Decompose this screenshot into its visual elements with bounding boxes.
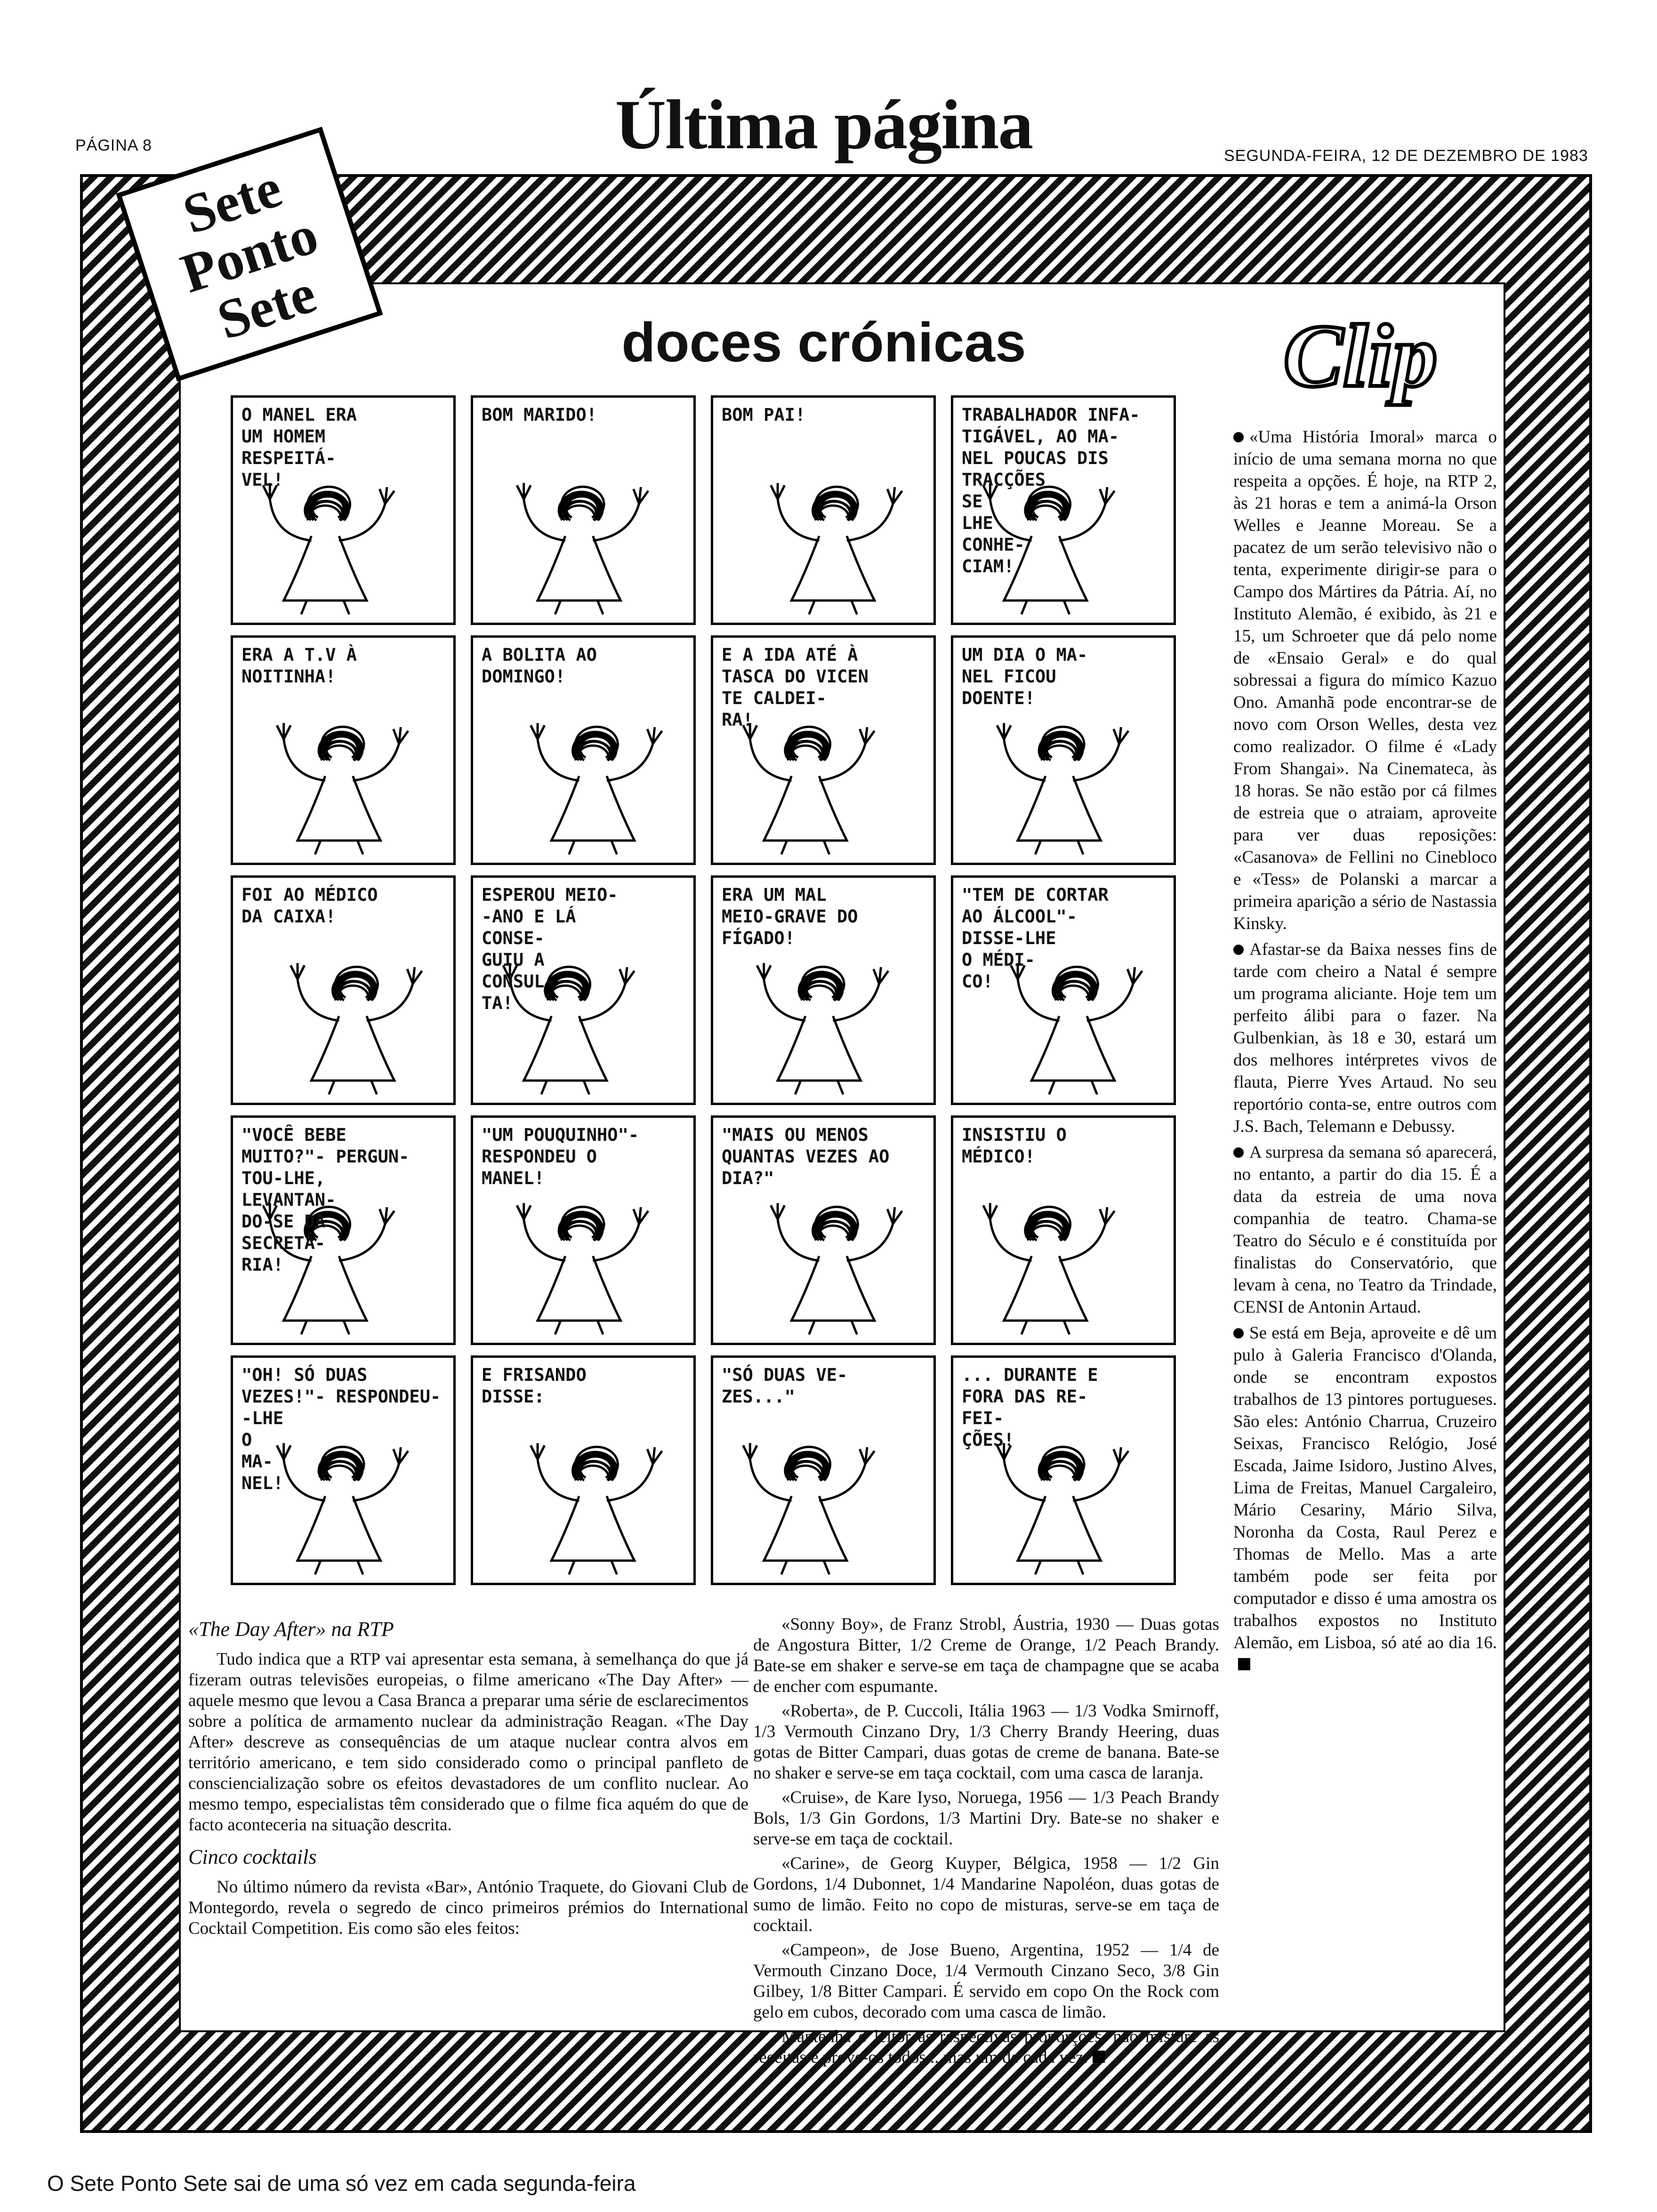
article-column-right	[753, 1614, 1219, 2072]
comic-panel	[711, 395, 936, 625]
article-column-left	[188, 1614, 748, 1943]
comic-panel	[711, 1355, 936, 1585]
article-heading-day-after: «The Day After» na RTP	[188, 1618, 394, 1641]
manel-figure-drawing	[473, 398, 693, 623]
manel-figure-drawing	[713, 398, 933, 623]
comic-title: doces crónicas	[621, 312, 1026, 374]
cocktail-recipe: «Carine», de Georg Kuyper, Bélgica, 1958 — 1/2 Gin Gordons, 1/4 Dubonnet, 1/4 Mandarine Napoléon, duas gotas de sumo de limão. Feito no copo de misturas, serve-se em taça de cocktail.	[753, 1854, 1219, 1935]
comic-panel	[471, 635, 696, 865]
comic-panel	[951, 1115, 1176, 1345]
comic-caption: BOM MARIDO!	[482, 405, 597, 425]
issue-date: SEGUNDA-FEIRA, 12 DE DEZEMBRO DE 1983	[1224, 147, 1588, 165]
comic-caption: "SÓ DUAS VE- ZES..."	[722, 1365, 848, 1407]
clip-paragraph: «Uma História Imoral» marca o início de uma semana morna no que respeita a opções. É hoje, na RTP 2, às 21 horas e tem a animá-la Orson Welles e Jeanne Moreau. Se a pacatez de um serão televisivo não o tenta, experimente dirigir-se para o Campo dos Mártires da Pátria. Aí, no Instituto Alemão, é exibido, às 21 e 15, um Schroeter que dá pelo nome de «Ensaio Geral» e do qual sobressai a figura do mímico Kazuo Ono. Amanhã pode encontrar-se de novo com Orson Welles, desta vez como realizador. O filme é «Lady From Shangai». Na Cinemateca, às 18 horas. Se não estão por cá filmes de estreia que o atraiam, aproveite para ver duas reposições: «Casanova» de Fellini no Cinebloco e «Tess» de Polanski a marcar a primeira aparição a sério de Nastassia Kinsky.	[1233, 427, 1497, 933]
comic-panel	[951, 395, 1176, 625]
masthead: Última página	[615, 86, 1033, 164]
comic-panel	[471, 395, 696, 625]
comic-caption: "OH! SÓ DUAS VEZES!"- RESPONDEU- -LHE O MA- NEL!	[241, 1365, 441, 1493]
comic-panel	[471, 1115, 696, 1345]
article-heading-cocktails: Cinco cocktails	[188, 1845, 317, 1868]
clip-sidebar	[1233, 426, 1497, 1680]
clip-logo	[1262, 306, 1459, 414]
comic-caption: TRABALHADOR INFA- TIGÁVEL, AO MA- NEL POUCAS DIS TRACÇÕES SE LHE CONHE- CIAM!	[962, 405, 1140, 577]
comic-panel	[231, 1355, 456, 1585]
cocktail-recipe: «Cruise», de Kare Iyso, Noruega, 1956 — 1/3 Peach Brandy Bols, 1/3 Gin Gordons, 1/3 Martini Dry. Bate-se no shaker e serve-se em taça de cocktail.	[753, 1788, 1219, 1849]
bullet-icon	[1233, 1147, 1244, 1158]
comic-caption: O MANEL ERA UM HOMEM RESPEITÁ- VEL!	[241, 405, 357, 490]
section-badge-text: Sete Ponto Sete	[174, 156, 325, 352]
end-mark-icon	[1238, 1658, 1250, 1670]
comic-caption: "UM POUQUINHO"- RESPONDEU O MANEL!	[482, 1125, 639, 1188]
cocktail-recipe: «Campeon», de Jose Bueno, Argentina, 1952 — 1/4 de Vermouth Cinzano Doce, 1/4 Vermouth Cinzano Seco, 3/8 Gin Gilbey, 1/8 Bitter Campari. É servido em copo On the Rock com gelo em cubos, decorado com uma casca de limão.	[753, 1940, 1219, 2022]
comic-caption: BOM PAI!	[722, 405, 806, 425]
comic-caption: "TEM DE CORTAR AO ÁLCOOL"- DISSE-LHE O MÉDI- CO!	[962, 885, 1109, 992]
cocktail-recipe: «Sonny Boy», de Franz Strobl, Áustria, 1930 — Duas gotas de Angostura Bitter, 1/2 Creme de Orange, 1/2 Peach Brandy. Bate-se em shaker e serve-se em taça de champagne que se acaba de encher com espumante.	[753, 1615, 1219, 1696]
comic-caption: ERA A T.V À NOITINHA!	[241, 645, 357, 687]
comic-caption: "MAIS OU MENOS QUANTAS VEZES AO DIA?"	[722, 1125, 890, 1188]
comic-panel	[231, 635, 456, 865]
article-body-day-after: Tudo indica que a RTP vai apresentar esta semana, à semelhança do que já fizeram outras televisões europeias, o filme americano «The Day After» — aquele mesmo que levou a Casa Branca a preparar uma série de esclarecimentos sobre a política de armamento nuclear da administração Reagan. «The Day After» descreve as consequências de um ataque nuclear contra alvos em território americano, e tem sido considerado como o principal panfleto de consciencialização sobre os efeitos devastadores de um conflito nuclear. Ao mesmo tempo, especialistas têm considerado que o filme fica aquém do que de facto aconteceria na situação descrita.	[188, 1650, 748, 1835]
footer-note: O Sete Ponto Sete sai de uma só vez em cada segunda-feira	[47, 2171, 636, 2196]
comic-caption: INSISTIU O MÉDICO!	[962, 1125, 1067, 1167]
comic-panel	[471, 1355, 696, 1585]
comic-caption: ERA UM MAL MEIO-GRAVE DO FÍGADO!	[722, 885, 858, 948]
comic-panel	[951, 1355, 1176, 1585]
comic-caption: E FRISANDO DISSE:	[482, 1365, 587, 1407]
comic-caption: UM DIA O MA- NEL FICOU DOENTE!	[962, 645, 1088, 708]
comic-caption: ... DURANTE E FORA DAS RE- FEI- ÇÕES!	[962, 1365, 1098, 1450]
comic-caption: E A IDA ATÉ À TASCA DO VICEN TE CALDEI- RA!	[722, 645, 869, 730]
clip-paragraph: Afastar-se da Baixa nesses fins de tarde com cheiro a Natal é sempre um programa aliciante. Hoje tem um perfeito álibi para o fazer. Na Gulbenkian, às 18 e 30, estará um dos melhores intérpretes vivos de flauta, Pierre Yves Artaud. No seu reportório conta-se, entre outros com J.S. Bach, Telemann e Debussy.	[1233, 940, 1497, 1136]
bullet-icon	[1233, 1328, 1244, 1338]
comic-panel	[951, 875, 1176, 1105]
comic-caption: FOI AO MÉDICO DA CAIXA!	[241, 885, 378, 927]
bullet-icon	[1233, 432, 1244, 442]
clip-paragraph: Se está em Beja, aproveite e dê um pulo à Galeria Francisco d'Olanda, onde se encontram expostos trabalhos de 13 pintores portugueses. São eles: António Charrua, Cruzeiro Seixas, Francisco Relógio, José Escada, Jaime Isidoro, Justino Alves, Lima de Freitas, Manuel Cargaleiro, Mário Cesariny, Mário Silva, Noronha da Costa, Raul Perez e Thomas de Mello. Mas a arte também pode ser feita por computador e disso é uma amostra os trabalhos expostos no Instituto Alemão, em Lisboa, só até ao dia 16.	[1233, 1322, 1497, 1676]
comic-caption: "VOCÊ BEBE MUITO?"- PERGUN- TOU-LHE, LEVANTAN- DO-SE DA SECRETÁ- RIA!	[241, 1125, 410, 1275]
clip-logo-text: Clip	[1283, 307, 1438, 406]
comic-strip	[231, 395, 1182, 1591]
comic-panel	[471, 875, 696, 1105]
comic-panel	[231, 395, 456, 625]
comic-panel	[951, 635, 1176, 865]
article-intro-cocktails: No último número da revista «Bar», António Traquete, do Giovani Club de Montegordo, revela o segredo de cinco primeiros prémios do International Cocktail Competition. Eis como são eles feitos:	[188, 1877, 748, 1938]
comic-panel	[231, 875, 456, 1105]
clip-paragraph: A surpresa da semana só aparecerá, no entanto, a partir do dia 15. É a data da estreia de uma nova companhia de teatro. Chama-se Teatro do Século e é constituída por finalistas do Conservatório, que levam à cena, no Teatro da Trindade, CENSI de Antonin Artaud.	[1233, 1143, 1497, 1317]
comic-caption: A BOLITA AO DOMINGO!	[482, 645, 597, 687]
comic-panel	[711, 1115, 936, 1345]
comic-caption: ESPEROU MEIO- -ANO E LÁ CONSE- GUIU A CONSUL- TA!	[482, 885, 618, 1013]
cocktail-closing: Mantenha o leitor as respectivas proporções, não misture as receitas e prove-os todos... mas um de cada vez.	[753, 2027, 1219, 2067]
comic-panel	[711, 635, 936, 865]
end-mark-icon	[1093, 2051, 1105, 2063]
page-number: PÁGINA 8	[75, 136, 152, 154]
bullet-icon	[1233, 945, 1244, 955]
comic-panel	[231, 1115, 456, 1345]
cocktail-recipe: «Roberta», de P. Cuccoli, Itália 1963 — 1/3 Vodka Smirnoff, 1/3 Vermouth Cinzano Dry, 1/3 Cherry Brandy Heering, duas gotas de Bitter Campari, duas gotas de creme de banana. Bate-se no shaker e serve-se em taça cocktail, com uma casca de laranja.	[753, 1701, 1219, 1783]
comic-panel	[711, 875, 936, 1105]
